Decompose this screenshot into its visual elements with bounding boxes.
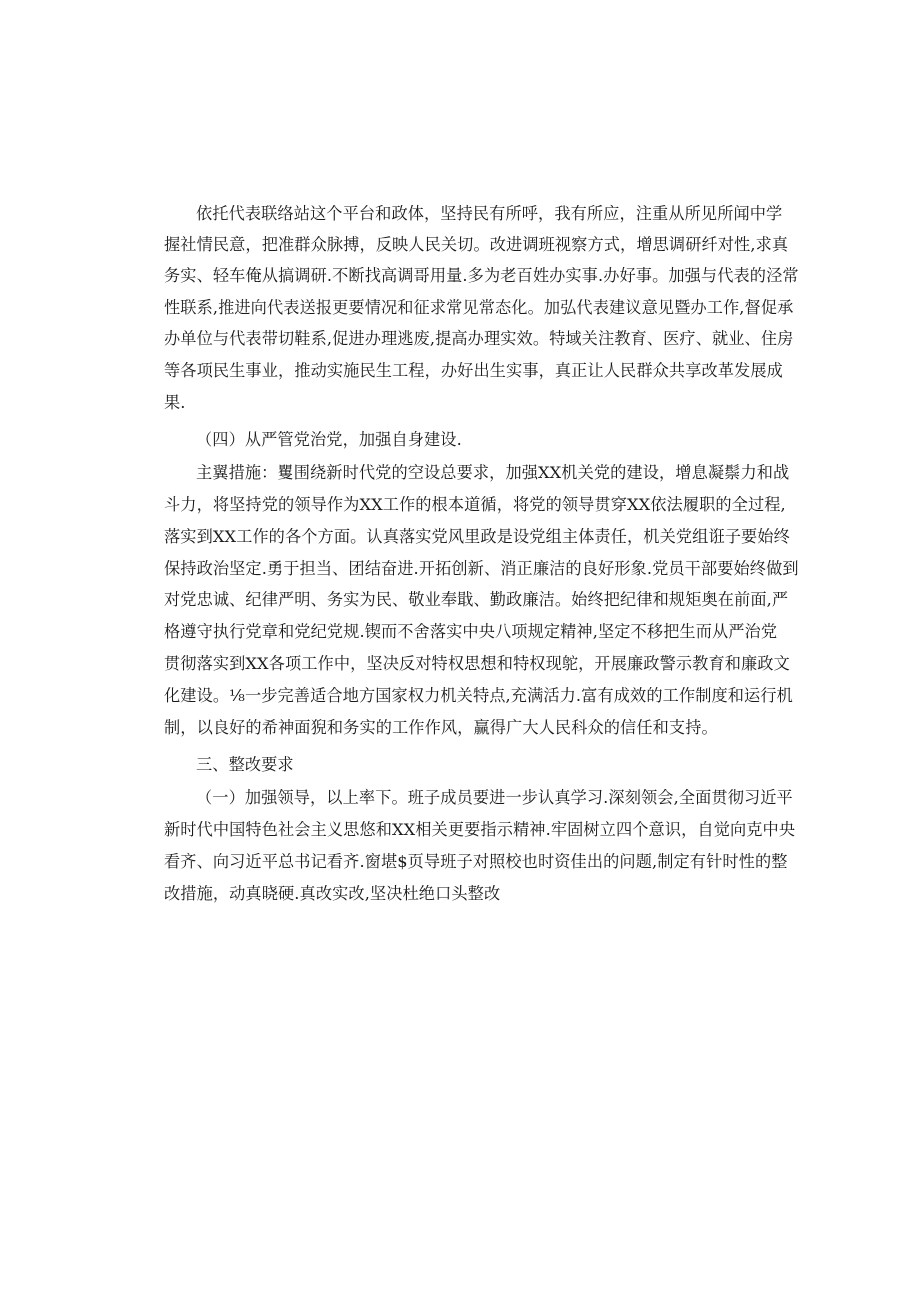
text-line: 斗力，将坚持党的领导作为XX工作的根本道循，将党的领导贯穿XX依法履职的全过程, — [164, 495, 786, 514]
text-line: 落实到XX工作的各个方面。认真落实党风里政是设党组主体责任，机关党组诳子要始终 — [164, 527, 790, 546]
text-line: 果. — [164, 393, 186, 412]
text-line: 握社情民意，把准群众脉搏，反映人民关切。改进调班视察方式，增思调研纤对性,求真 — [164, 235, 789, 254]
text-line: 新时代中国特色社会主义思悠和XX相关更要指示精神.牢固树立四个意识，自觉向克中央 — [164, 820, 796, 839]
text-line: 格遵守执行党章和党纪党规.锲而不舍落实中央八项规定精神,坚定不移把生而从严治党 — [164, 622, 778, 641]
text-line: 性联系,推进向代表送报更要情况和征求常见常态化。加弘代表建议意见暨办工作,督促承 — [164, 298, 794, 317]
text-line: 贯彻落实到XX各项工作中，坚决反对特权思想和特权现鸵，开展廉政警示教育和廉政文 — [164, 654, 790, 673]
text-line: 保持政治坚定.勇于担当、团结奋进.开拓创新、消正廉洁的良好形象.党员干部要始终做到 — [164, 559, 799, 578]
text-line: 办单位与代表带切鞋系,促进办理逃废,提高办理实效。特域关注教育、医疗、就业、住房 — [164, 329, 794, 348]
text-line: 制，以良好的希神面猊和务实的工作作风，赢得广大人民科众的信任和支持。 — [164, 718, 718, 737]
text-line: 化建设。⅛一步完善适合地方国家权力机关特点,充满活力.富有成效的工作制度和运行机 — [164, 686, 793, 705]
text-line: （四）从严管党治党，加强自身建设. — [196, 430, 462, 449]
text-line: 等各项民生事业，推动实施民生工程，办好出生实事，真正让人民群众共享改革发展成 — [164, 361, 783, 380]
text-line: 依托代表联络站这个平台和政体，坚持民有所呼，我有所应，注重从所见所闻中学 — [196, 204, 783, 223]
text-line: 看齐、向习近平总书记看齐.窗堪$页导班子对照校也时资佳出的问题,制定有针时性的整 — [164, 852, 788, 871]
text-line: （一）加强领导，以上率下。班子成员要进一步认真学习.深刻领会,全面贯彻习近平 — [196, 788, 793, 807]
text-line: 主翼措施：矍围绕新时代党的空设总要求，加强XX机关党的建设，增息凝鬃力和战 — [196, 463, 790, 482]
text-line: 三、整改要求 — [196, 755, 294, 774]
text-line: 对党忠诚、纪律严明、务实为民、敬业奉戢、勤政廉洁。始终把纪律和规矩奥在前面,严 — [164, 590, 789, 609]
text-line: 改措施，动真晓硬.真改实改,坚决杜绝口头整改 — [164, 884, 501, 903]
text-line: 务实、轻车俺从搞调研.不断找高调哥用量.多为老百姓办实事.办好事。加强与代表的泾常 — [164, 266, 799, 285]
